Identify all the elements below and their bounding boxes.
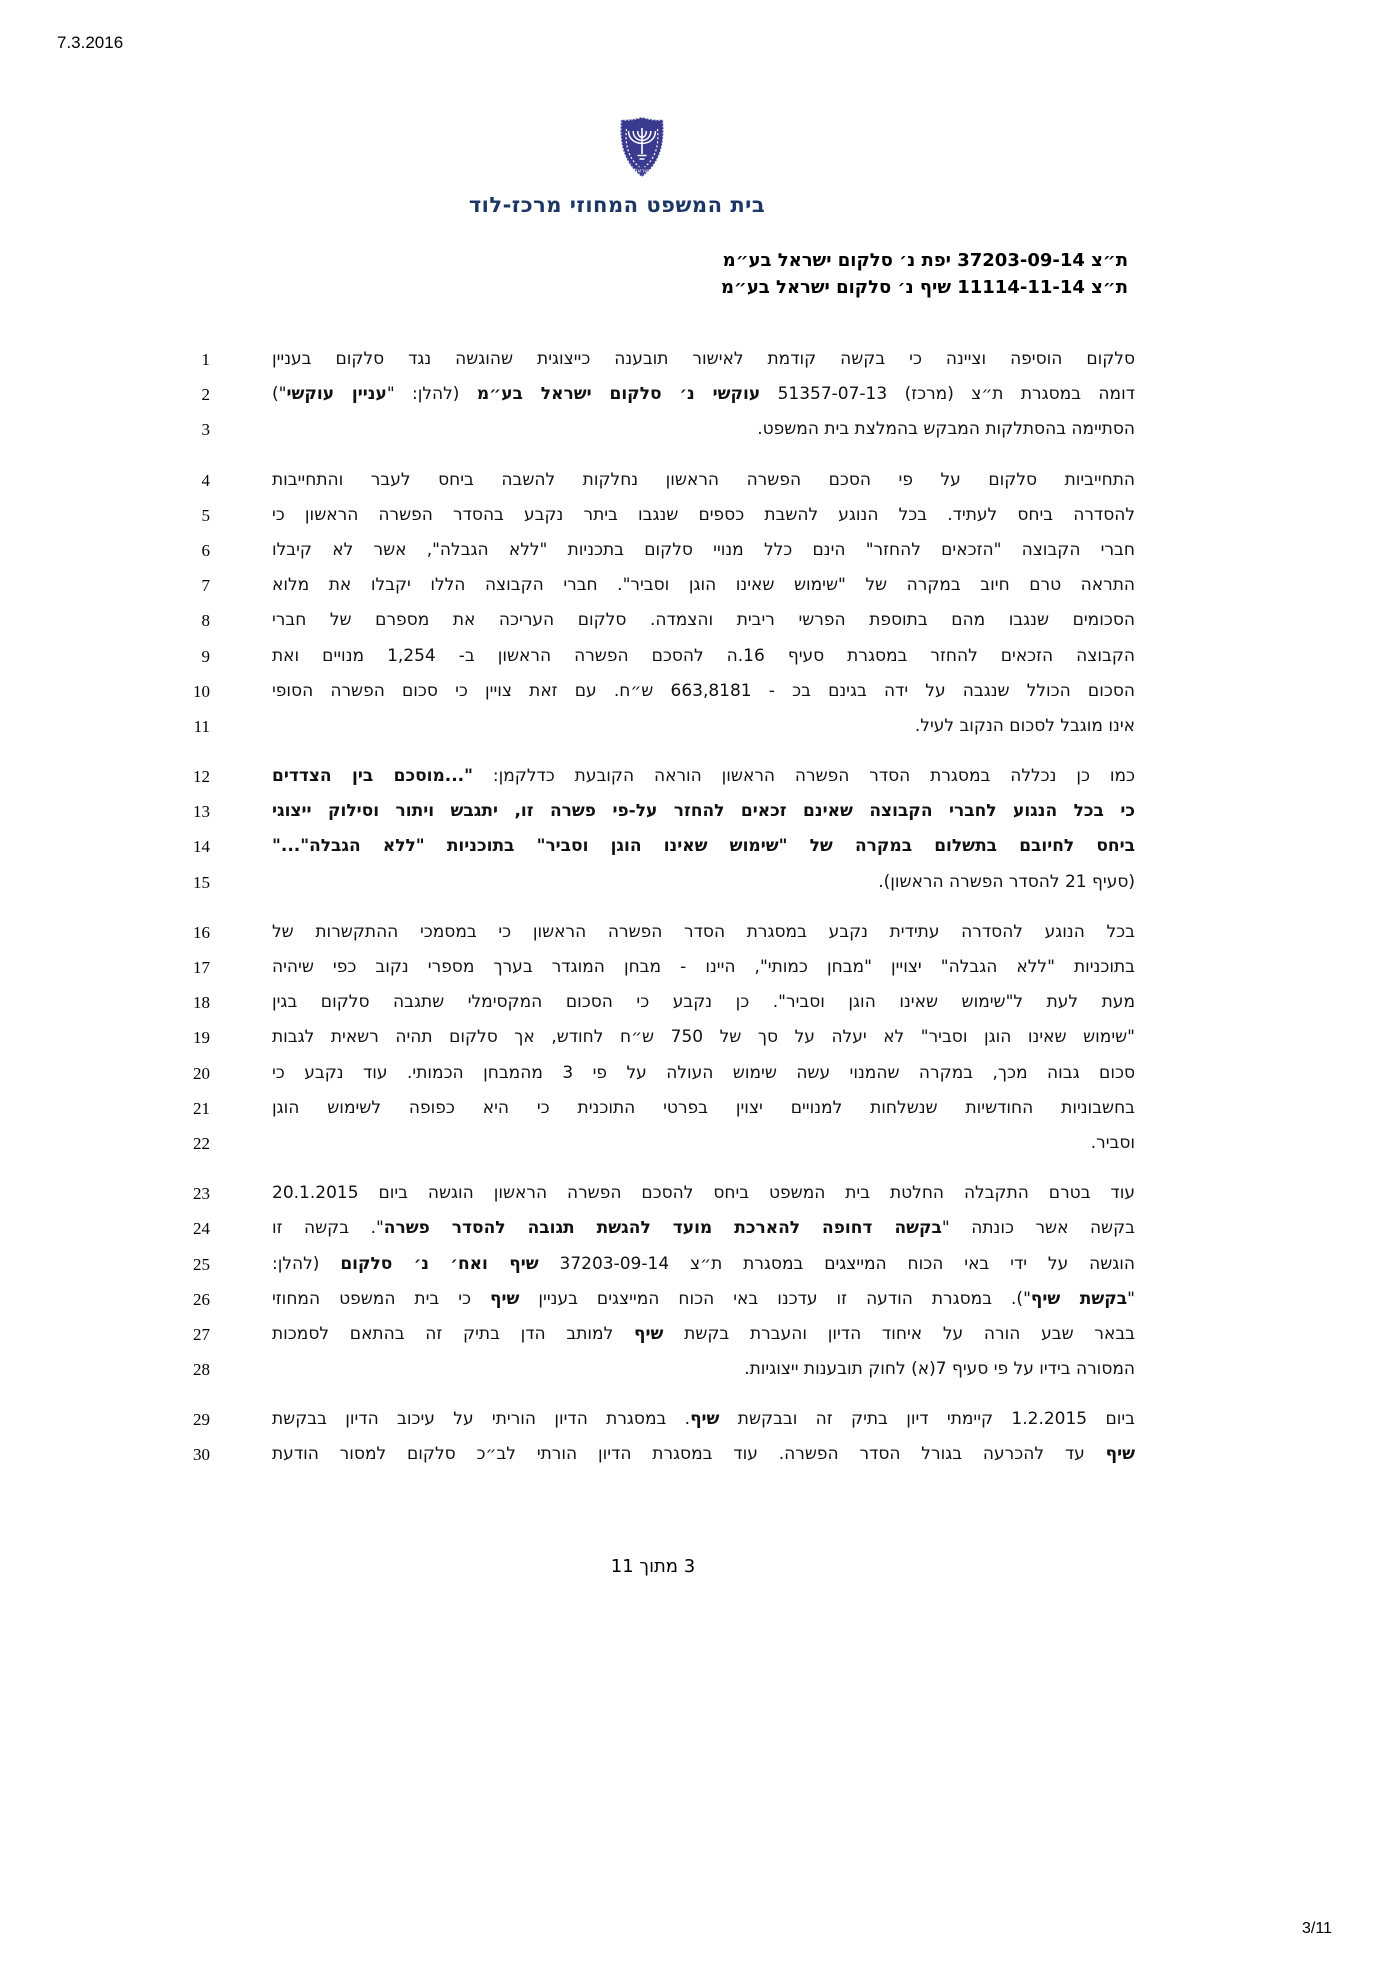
line-text <box>272 1437 1135 1472</box>
line-text <box>272 1056 1135 1091</box>
line-text <box>272 1020 1135 1055</box>
line-number: 20 <box>193 1063 210 1083</box>
bold-text-segment: עניין עוקשי <box>286 384 387 405</box>
text-segment: "). במסגרת הודעה זו עדכנו באי הכוח המייצגים בעניין <box>519 1288 1031 1309</box>
line-text <box>272 603 1135 638</box>
bold-text-segment: שיף <box>1105 1444 1135 1465</box>
line-text <box>272 1402 1135 1437</box>
body-line <box>140 829 1135 864</box>
body-line <box>140 1126 1135 1161</box>
text-segment: להסדרה ביחס לעתיד. בכל הנוגע להשבת כספים שנגבו ביתר נקבע בהסדר הפשרה הראשון כי <box>272 504 1135 525</box>
bold-text-segment: בקשה דחופה להארכת מועד להגשת תגובה להסדר פשרה <box>383 1218 942 1239</box>
body-line <box>140 674 1135 709</box>
line-number: 11 <box>193 716 210 736</box>
body-line <box>140 498 1135 533</box>
line-number: 26 <box>193 1289 210 1309</box>
bold-text-segment: שיף <box>690 1409 720 1430</box>
line-text <box>272 829 1135 864</box>
body-line <box>140 1020 1135 1055</box>
text-segment: עוד בטרם התקבלה החלטת בית המשפט ביחס להסכם הפשרה הראשון הוגשה ביום 20.1.2015 <box>272 1183 1135 1204</box>
bold-text-segment: שיף <box>634 1323 664 1344</box>
line-number: 23 <box>193 1184 210 1204</box>
text-segment: (להלן: <box>272 1253 341 1274</box>
text-segment: . במסגרת הדיון הוריתי על עיכוב הדיון בבקשת <box>272 1409 691 1430</box>
body-line <box>140 377 1135 412</box>
line-text <box>272 377 1135 412</box>
line-text <box>272 759 1135 794</box>
text-segment: בקשה אשר כונתה " <box>941 1218 1135 1239</box>
line-text <box>272 463 1135 498</box>
text-segment: בחשבוניות החודשיות שנשלחות למנויים יצוין בפרטי התוכנית כי היא כפופה לשימוש הוגן <box>272 1097 1135 1118</box>
line-number: 17 <box>193 958 210 977</box>
text-segment: עד להכרעה בגורל הסדר הפשרה. עוד במסגרת הדיון הורתי לב״כ סלקום למסור הודעת <box>272 1444 1106 1465</box>
text-segment: כי בית המשפט המחוזי <box>272 1288 491 1309</box>
body-lines <box>140 342 1135 1473</box>
body-line <box>140 915 1135 950</box>
line-number: 4 <box>201 470 210 490</box>
body-line <box>140 1176 1135 1211</box>
line-text <box>272 1211 1135 1246</box>
text-segment: וסביר. <box>1090 1132 1135 1153</box>
body-line <box>140 1437 1135 1472</box>
body-line <box>140 1402 1135 1437</box>
text-segment: הוגשה על ידי באי הכוח המייצגים במסגרת ת״צ 37203-09-14 <box>538 1253 1136 1274</box>
body-line <box>140 1211 1135 1246</box>
bold-text-segment: שיף <box>490 1288 520 1309</box>
body-line <box>140 533 1135 568</box>
text-segment: התראה טרם חיוב במקרה של "שימוש שאינו הוגן וסביר". חברי הקבוצה הללו יקבלו את מלוא <box>272 575 1135 596</box>
body-line <box>140 709 1135 744</box>
body-line <box>140 950 1135 985</box>
text-segment: (להלן: " <box>386 384 477 405</box>
text-segment: הסכום הכולל שנגבה על ידה בגינם בכ - 663,8181 ש״ח. עם זאת צויין כי סכום הפשרה הסופי <box>272 680 1135 701</box>
line-text <box>272 865 1135 900</box>
case-caption-block <box>721 247 1128 301</box>
body-line <box>140 639 1135 674</box>
body-line <box>140 1091 1135 1126</box>
text-segment: (סעיף 21 להסדר הפשרה הראשון). <box>878 871 1135 892</box>
body-line <box>140 342 1135 377</box>
case-caption-line: ת״צ 37203-09-14 יפת נ׳ סלקום ישראל בע״מ <box>722 250 1128 271</box>
line-number: 8 <box>201 611 210 631</box>
text-segment: סלקום הוסיפה וציינה כי בקשה קודמת לאישור תובענה כייצוגית שהוגשה נגד סלקום בעניין <box>272 349 1135 369</box>
line-text <box>272 950 1135 985</box>
line-text <box>272 794 1135 829</box>
text-segment: אינו מוגבל לסכום הנקוב לעיל. <box>914 715 1135 736</box>
line-text <box>272 1282 1135 1317</box>
body-line <box>140 412 1135 447</box>
text-segment: דומה במסגרת ת״צ (מרכז) 51357-07-13 <box>760 384 1135 405</box>
body-line <box>140 463 1135 498</box>
bold-text-segment: שיף ואח׳ נ׳ סלקום <box>340 1253 539 1274</box>
line-text <box>272 342 1135 377</box>
body-line <box>140 985 1135 1020</box>
text-segment: בכל הנוגע להסדרה עתידית נקבע במסגרת הסדר הפשרה הראשון כי במסמכי ההתקשרות של <box>272 921 1135 942</box>
text-segment: כמו כן נכללה במסגרת הסדר הפשרה הראשון הוראה הקובעת כדלקמן: <box>473 766 1135 787</box>
line-text <box>272 674 1135 709</box>
text-segment: מעת לעת ל"שימוש שאינו הוגן וסביר". כן נקבע כי הסכום המקסימלי שתגבה סלקום בגין <box>272 992 1135 1013</box>
text-segment: ". בקשה זו <box>272 1218 384 1239</box>
line-text <box>272 1247 1135 1282</box>
text-segment: למותב הדן בתיק זה בהתאם לסמכות <box>272 1323 635 1344</box>
line-text <box>272 568 1135 603</box>
line-text <box>272 533 1135 568</box>
line-number: 29 <box>193 1410 210 1430</box>
bold-text-segment: ביחס לחיובם בתשלום במקרה של "שימוש שאינו הוגן וסביר" בתוכניות "ללא הגבלה"..." <box>272 836 1135 857</box>
line-number: 16 <box>193 922 210 942</box>
line-number: 21 <box>193 1098 210 1118</box>
israel-state-emblem-icon <box>618 116 666 178</box>
body-line <box>140 1056 1135 1091</box>
page-indicator: 3/11 <box>1302 1920 1332 1937</box>
text-segment: התחייביות סלקום על פי הסכם הפשרה הראשון נחלקות להשבה ביחס לעבר והתחייבות <box>272 469 1135 490</box>
line-number: 1 <box>201 350 210 369</box>
case-caption-line: ת״צ 11114-11-14 שיף נ׳ סלקום ישראל בע״מ <box>721 277 1128 298</box>
line-number: 24 <box>193 1219 210 1239</box>
body-line <box>140 1352 1135 1387</box>
bold-text-segment: כי בכל הנגוע לחברי הקבוצה שאינם זכאים להחזר על-פי פשרה זו, יתגבש ויתור וסילוק ייצוגי <box>272 801 1135 822</box>
text-segment: בתוכניות "ללא הגבלה" יצויין "מבחן כמותי", היינו - מבחן המוגדר בערך מספרי נקוב כפי שיהיה <box>272 957 1135 977</box>
body-line <box>140 759 1135 794</box>
line-number: 27 <box>193 1324 210 1344</box>
line-number: 15 <box>193 872 210 892</box>
line-number: 2 <box>201 385 210 405</box>
body-line <box>140 1317 1135 1352</box>
line-number: 18 <box>193 993 210 1013</box>
line-number: 5 <box>201 505 210 525</box>
line-text <box>272 1126 1135 1161</box>
court-name-title: בית המשפט המחוזי מרכז-לוד <box>468 193 766 217</box>
line-text <box>272 639 1135 674</box>
text-segment: הסתיימה בהסתלקות המבקש בהמלצת בית המשפט. <box>757 419 1135 440</box>
line-text <box>272 1317 1135 1352</box>
text-segment: חברי הקבוצה "הזכאים להחזר" הינם כלל מנויי סלקום בתכניות "ללא הגבלה", אשר לא קיבלו <box>272 539 1135 560</box>
line-number: 14 <box>193 837 210 857</box>
bold-text-segment: "...מוסכם בין הצדדים <box>272 766 473 787</box>
line-number: 30 <box>193 1445 210 1465</box>
line-text <box>272 1176 1135 1211</box>
line-text <box>272 985 1135 1020</box>
text-segment: "שימוש שאינו הוגן וסביר" לא יעלה על סך של 750 ש״ח לחודש, אך סלקום תהיה רשאית לגבות <box>272 1027 1135 1048</box>
text-segment: סכום גבוה מכך, במקרה שהמנוי עשה שימוש העולה על פי 3 מהמבחן הכמותי. עוד נקבע כי <box>272 1062 1135 1083</box>
line-number: 9 <box>201 646 210 666</box>
line-number: 13 <box>193 802 210 822</box>
line-text <box>272 1352 1135 1387</box>
bold-text-segment: עוקשי נ׳ סלקום ישראל בע״מ <box>476 384 761 405</box>
line-number: 12 <box>193 767 210 787</box>
line-number: 25 <box>193 1254 210 1274</box>
text-segment: ") <box>272 384 287 405</box>
line-text <box>272 498 1135 533</box>
text-segment: בבאר שבע הורה על איחוד הדיון והעברת בקשת <box>663 1323 1135 1344</box>
footer-page-of: 3 מתוך 11 <box>610 1556 696 1577</box>
body-line <box>140 794 1135 829</box>
line-number: 7 <box>201 576 210 596</box>
line-text <box>272 1091 1135 1126</box>
line-number: 28 <box>193 1360 210 1380</box>
line-text <box>272 915 1135 950</box>
print-date: 7.3.2016 <box>57 33 124 52</box>
body-line <box>140 865 1135 900</box>
line-text <box>272 412 1135 447</box>
text-segment: ביום 1.2.2015 קיימתי דיון בתיק זה ובבקשת <box>719 1409 1136 1430</box>
line-number: 19 <box>193 1028 210 1048</box>
text-segment: " <box>1127 1288 1135 1309</box>
line-number: 10 <box>193 681 210 701</box>
svg-text:ישראל: ישראל <box>634 168 650 175</box>
line-number: 22 <box>193 1133 210 1153</box>
text-segment: הקבוצה הזכאים להחזר במסגרת סעיף 16.ה להסכם הפשרה הראשון ב- 1,254 מנויים ואת <box>272 645 1135 666</box>
bold-text-segment: בקשת שיף <box>1030 1288 1128 1309</box>
text-segment: המסורה בידיו על פי סעיף 7(א) לחוק תובענות ייצוגיות. <box>744 1359 1135 1380</box>
line-number: 3 <box>201 420 210 440</box>
line-text <box>272 709 1135 744</box>
line-number: 6 <box>201 540 210 560</box>
body-line <box>140 1247 1135 1282</box>
text-segment: הסכומים שנגבו מהם בתוספת הפרשי ריבית והצמדה. סלקום העריכה את מספרם של חברי <box>272 610 1135 631</box>
body-line <box>140 568 1135 603</box>
body-line <box>140 1282 1135 1317</box>
body-line <box>140 603 1135 638</box>
